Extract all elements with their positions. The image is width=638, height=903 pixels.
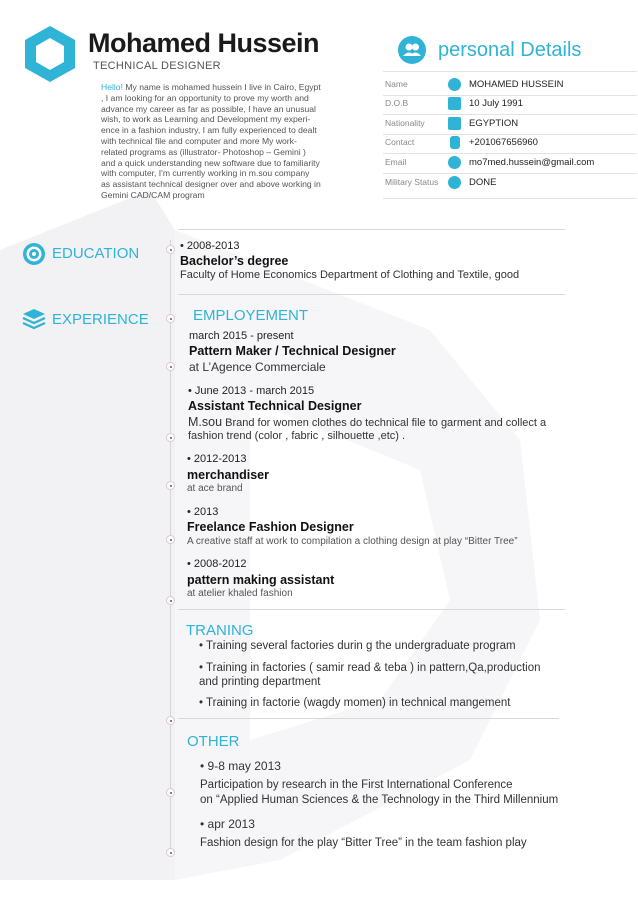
job-title: pattern making assistant <box>187 573 335 587</box>
detail-row-dob: D.O.B 10 July 1991 <box>383 95 637 115</box>
job-title: Pattern Maker / Technical Designer <box>189 344 396 358</box>
other-item: Participation by research in the First International Conference <box>200 779 513 791</box>
detail-row-contact: Contact +201067656960 <box>383 134 637 154</box>
education-label: EDUCATION <box>52 245 140 262</box>
hexagon-logo <box>22 24 78 84</box>
email-icon <box>448 156 461 169</box>
other-date: • 9-8 may 2013 <box>200 759 281 773</box>
job-date: • June 2013 - march 2015 <box>188 385 315 397</box>
calendar-icon <box>448 97 461 110</box>
other-date: • apr 2013 <box>200 817 255 831</box>
job-title: Freelance Fashion Designer <box>187 520 354 534</box>
divider <box>178 294 565 295</box>
intro-paragraph: Hello! My name is mohamed hussein I live in Cairo, Egypt , I am looking for an opportunity to prove my worth and advance my career as far as possible, I have an unusual wish, to work as Learning and Development my experi- ence in a fashion industry, I am fully experienced to dealt with technical file and computer and more My work- related programs as (illustrator- Photoshop – Gemini ) and a quick understanding new software due to familiarity with computer, I'm currently working in m.sou company as assistant technical designer over and above working in Gemini CAD/CAM program <box>101 82 321 200</box>
personal-details-title: personal Details <box>438 39 582 61</box>
timeline-dot <box>166 481 175 490</box>
education-degree: Bachelor’s degree <box>180 254 289 268</box>
training-item-cont: and printing department <box>199 676 321 688</box>
phone-icon <box>450 136 460 149</box>
job-title: merchandiser <box>187 468 269 482</box>
job-detail: A creative staff at work to compilation a clothing design at play “Bitter Tree” <box>187 536 518 547</box>
divider <box>178 609 565 610</box>
check-icon <box>448 176 461 189</box>
candidate-name: Mohamed Hussein <box>88 28 320 58</box>
training-item: • Training several factories durin g the undergraduate program <box>199 640 516 652</box>
timeline-dot <box>166 596 175 605</box>
layers-icon <box>22 308 46 330</box>
other-item-cont: on “Applied Human Sciences & the Technology in the Third Millennium <box>200 794 559 806</box>
user-icon <box>448 78 461 91</box>
timeline-dot <box>166 314 175 323</box>
divider <box>178 718 559 719</box>
job-detail-cont: fashion trend (color , fabric , silhouette ,etc) . <box>188 430 406 442</box>
education-detail: Faculty of Home Economics Department of Clothing and Textile, good <box>180 269 520 281</box>
job-date: • 2013 <box>187 506 219 518</box>
target-icon <box>22 242 46 266</box>
job-date: • 2008-2012 <box>187 558 247 570</box>
education-date: • 2008-2013 <box>180 240 240 252</box>
job-title: Assistant Technical Designer <box>188 399 362 413</box>
timeline-dot <box>166 535 175 544</box>
job-date: march 2015 - present <box>189 330 294 342</box>
employment-heading: EMPLOYEMENT <box>193 307 309 324</box>
timeline-line <box>170 240 171 852</box>
job-detail: at ace brand <box>187 483 243 494</box>
training-heading: TRANING <box>186 622 254 639</box>
other-item: Fashion design for the play “Bitter Tree” in the team fashion play <box>200 837 527 849</box>
timeline-dot <box>166 433 175 442</box>
job-detail: at atelier khaled fashion <box>187 588 293 599</box>
flag-icon <box>448 117 461 130</box>
timeline-dot <box>166 245 175 254</box>
candidate-role: TECHNICAL DESIGNER <box>93 60 221 72</box>
job-detail: M.sou Brand for women clothes do technical file to garment and collect a <box>188 415 547 429</box>
timeline-dot <box>166 716 175 725</box>
detail-row-nationality: Nationality EGYPTION <box>383 115 637 135</box>
timeline-dot <box>166 362 175 371</box>
training-item: • Training in factories ( samir read & teba ) in pattern,Qa,production <box>199 662 541 674</box>
other-heading: OTHER <box>187 733 240 750</box>
job-date: • 2012-2013 <box>187 453 247 465</box>
experience-label: EXPERIENCE <box>52 311 149 328</box>
detail-row-military: Military Status DONE <box>383 174 637 199</box>
people-icon <box>398 36 426 64</box>
detail-row-name: Name MOHAMED HUSSEIN <box>383 76 637 96</box>
timeline-dot <box>166 848 175 857</box>
timeline-dot <box>166 788 175 797</box>
divider <box>178 229 565 230</box>
intro-hello: Hello! <box>101 82 123 92</box>
divider <box>383 71 637 72</box>
training-item: • Training in factorie (wagdy momen) in technical mangement <box>199 697 511 709</box>
job-detail: at L’Agence Commerciale <box>189 360 326 374</box>
detail-row-email: Email mo7med.hussein@gmail.com <box>383 154 637 174</box>
